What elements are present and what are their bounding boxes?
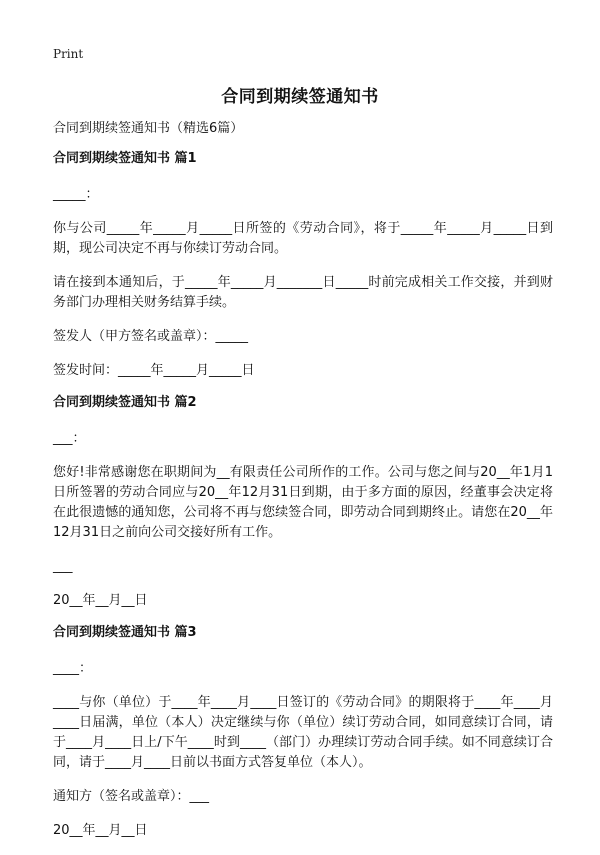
page-title: 合同到期续签通知书: [221, 87, 379, 107]
print-label: Print: [53, 47, 84, 61]
salutation: _____：: [53, 187, 99, 202]
document-body: [53, 119, 553, 855]
section-heading: 合同到期续签通知书 篇1: [53, 151, 197, 166]
paragraph: 你与公司_____年_____月_____日所签的《劳动合同》，将于_____年_____月_____日到期，现公司决定不再与你续订劳动合同。: [53, 221, 553, 256]
section-2: [53, 393, 553, 611]
paragraph: 请在接到本通知后，于_____年_____月_______日_____时前完成相关工作交接，并到财务部门办理相关财务结算手续。: [53, 275, 553, 310]
date-line: 20__年__月__日: [53, 593, 148, 608]
paragraph: 您好!非常感谢您在职期间为__有限责任公司所作的工作。公司与您之间与20__年1月1日所签署的劳动合同应与20__年12月31日到期，由于多方面的原因，经董事会决定将在此很遗憾的通知您，公司将不再与您续签合同，即劳动合同到期终止。请您在20__年12月31日之前向公司交接好所有工作。: [53, 465, 553, 540]
document-subtitle: 合同到期续签通知书（精选6篇）: [53, 121, 244, 136]
salutation: ___：: [53, 431, 86, 446]
signer-line: 通知方（签名或盖章）：___: [53, 789, 210, 804]
signer-line: ___: [53, 559, 73, 574]
date-line: 签发时间：_____年_____月_____日: [53, 363, 255, 378]
date-line: 20__年__月__日: [53, 823, 148, 838]
section-3: [53, 623, 553, 841]
section-heading: 合同到期续签通知书 篇3: [53, 625, 197, 640]
section-1: [53, 149, 553, 381]
signer-line: 签发人（甲方签名或盖章）：_____: [53, 329, 249, 344]
paragraph: ____与你（单位）于____年____月____日签订的《劳动合同》的期限将于____年____月____日届满，单位（本人）决定继续与你（单位）续订劳动合同，如同意续订合同，请于____月____日上/下午____时到____（部门）办理续订劳动合同手续。如不同意续订合同，请于____月____日前以书面方式答复单位（本人）。: [53, 695, 553, 770]
section-heading: 合同到期续签通知书 篇2: [53, 395, 197, 410]
salutation: ____：: [53, 661, 93, 676]
